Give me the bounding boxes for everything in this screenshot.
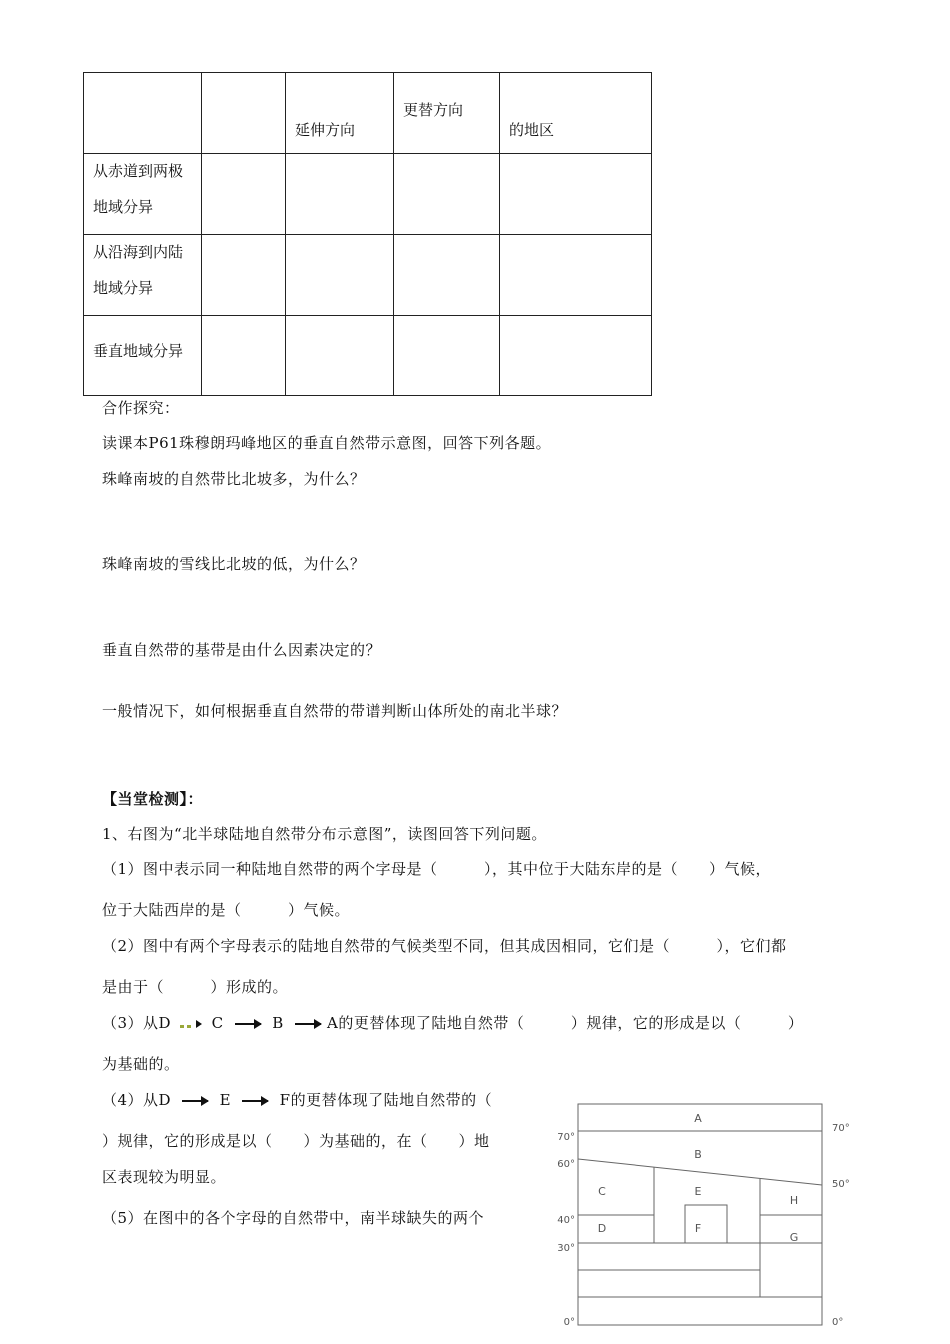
table-cell[interactable] — [286, 235, 394, 316]
question-1: 珠峰南坡的自然带比北坡多，为什么？ — [102, 470, 366, 488]
p3-text: A的更替体现了陆地自然带（ ）规律，它的形成是以（ ） — [327, 1014, 804, 1032]
zone-label-a: A — [694, 1112, 702, 1125]
table-cell[interactable] — [500, 235, 652, 316]
left-lat-40: 40° — [557, 1215, 575, 1226]
left-lat-60: 60° — [557, 1159, 575, 1170]
p4-text: （4）从D — [102, 1091, 172, 1109]
row-label-cell — [84, 316, 202, 396]
table-cell[interactable] — [202, 154, 286, 235]
check-p2b: 是由于（ ）形成的。 — [102, 978, 289, 996]
table-cell[interactable] — [202, 316, 286, 396]
lat-line-60-50 — [578, 1159, 822, 1185]
row-label-cell — [84, 235, 202, 316]
arrow-right-icon — [295, 1023, 321, 1025]
question-4: 一般情况下，如何根据垂直自然带的带谱判断山体所处的南北半球？ — [102, 702, 568, 720]
natural-zone-table — [83, 72, 652, 396]
check-p1a: （1）图中表示同一种陆地自然带的两个字母是（ ），其中位于大陆东岸的是（ ）气候， — [102, 860, 772, 878]
cooperation-intro: 读课本P61珠穆朗玛峰地区的垂直自然带示意图，回答下列各题。 — [102, 434, 552, 452]
check-p1b: 位于大陆西岸的是（ ）气候。 — [102, 901, 351, 919]
row-label: 地域分异 — [93, 198, 154, 216]
check-p2a: （2）图中有两个字母表示的陆地自然带的气候类型不同，但其成因相同，它们是（ ），它们都 — [102, 937, 787, 955]
left-lat-70: 70° — [557, 1132, 575, 1143]
row-label-cell — [84, 154, 202, 235]
table-header-cell — [500, 73, 652, 154]
row-label: 垂直地域分异 — [93, 342, 184, 360]
table-cell[interactable] — [500, 154, 652, 235]
table-header-cell — [202, 73, 286, 154]
zone-label-g: G — [789, 1231, 799, 1244]
question-2: 珠峰南坡的雪线比北坡的低，为什么？ — [102, 555, 366, 573]
zone-label-f: F — [694, 1222, 702, 1235]
table-row — [84, 154, 652, 235]
left-lat-30: 30° — [557, 1243, 575, 1254]
check-p3a — [102, 1012, 803, 1033]
question-3: 垂直自然带的基带是由什么因素决定的？ — [102, 641, 382, 659]
zone-label-c: C — [598, 1185, 606, 1198]
dotted-arrow-icon — [180, 1020, 202, 1028]
table-row — [84, 316, 652, 396]
left-lat-0: 0° — [563, 1317, 575, 1328]
check-p5: （5）在图中的各个字母的自然带中，南半球缺失的两个 — [102, 1209, 485, 1227]
table-cell[interactable] — [394, 235, 500, 316]
check-q1-intro: 1、右图为“北半球陆地自然带分布示意图”，读图回答下列问题。 — [102, 825, 547, 843]
zone-f-box — [685, 1205, 727, 1243]
zone-label-e: E — [694, 1185, 702, 1198]
table-cell[interactable] — [202, 235, 286, 316]
zone-label-h: H — [789, 1194, 799, 1207]
table-cell[interactable] — [286, 316, 394, 396]
zone-label-d: D — [597, 1222, 607, 1235]
table-cell[interactable] — [500, 316, 652, 396]
arrow-right-icon — [242, 1100, 268, 1102]
table-header-cell — [394, 73, 500, 154]
check-heading: 【当堂检测】： — [102, 790, 204, 808]
table-header-cell — [84, 73, 202, 154]
header-region: 的地区 — [509, 121, 555, 139]
table-header-cell — [286, 73, 394, 154]
p3-text: （3）从D — [102, 1014, 172, 1032]
check-p4a — [102, 1089, 492, 1110]
header-replacement-direction: 更替方向 — [403, 101, 464, 119]
table-row — [84, 235, 652, 316]
table-cell[interactable] — [286, 154, 394, 235]
right-lat-70: 70° — [832, 1123, 850, 1134]
p4-zone-e: E — [219, 1091, 232, 1109]
check-p4b: ）规律，它的形成是以（ ）为基础的，在（ ）地 — [102, 1132, 490, 1150]
header-extension-direction: 延伸方向 — [295, 121, 356, 139]
right-lat-50: 50° — [832, 1179, 850, 1190]
p4-text: F的更替体现了陆地自然带的（ — [279, 1091, 493, 1109]
row-label: 从沿海到内陆 — [93, 243, 184, 261]
arrow-right-icon — [235, 1023, 261, 1025]
p3-zone-c: C — [211, 1014, 224, 1032]
check-p4c: 区表现较为明显。 — [102, 1168, 227, 1186]
check-p3b: 为基础的。 — [102, 1055, 180, 1073]
natural-zone-diagram — [548, 1095, 868, 1335]
p3-zone-b: B — [272, 1014, 284, 1032]
right-lat-0: 0° — [832, 1317, 844, 1328]
cooperation-heading: 合作探究： — [102, 399, 180, 417]
arrow-right-icon — [182, 1100, 208, 1102]
table-cell[interactable] — [394, 316, 500, 396]
zone-label-b: B — [694, 1148, 702, 1161]
table-cell[interactable] — [394, 154, 500, 235]
row-label: 从赤道到两极 — [93, 162, 184, 180]
row-label: 地域分异 — [93, 279, 154, 297]
